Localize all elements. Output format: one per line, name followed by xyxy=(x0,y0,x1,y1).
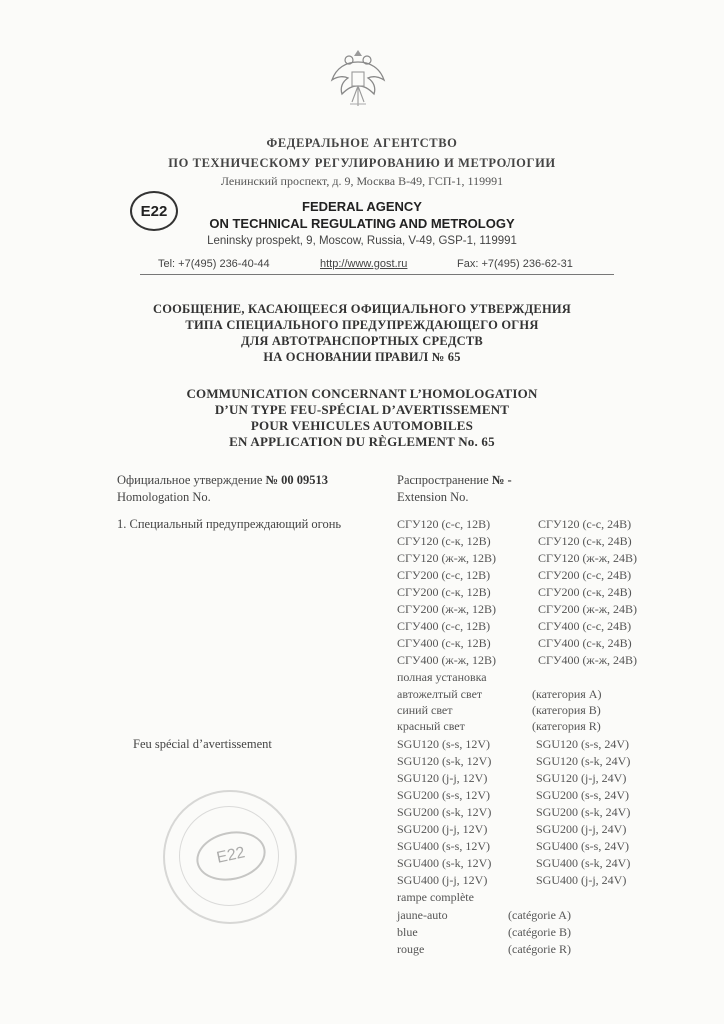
model-ru-c1-r4: СГУ200 (с-с, 12В) xyxy=(397,568,491,582)
e22-badge: E22 xyxy=(130,191,178,231)
color-ru-2-name: синий свет xyxy=(397,703,453,717)
model-ru-c2-r9: СГУ400 (ж-ж, 24В) xyxy=(538,653,638,667)
agency-name-en-line1: FEDERAL AGENCY xyxy=(302,199,422,214)
model-en-c1-r1: SGU120 (s-s, 12V) xyxy=(397,737,490,751)
title-fr-line2: D’UN TYPE FEU-SPÉCIAL D’AVERTISSEMENT xyxy=(214,402,510,417)
model-ru-c1-r5: СГУ200 (с-к, 12В) xyxy=(397,585,491,599)
homologation-number: № 00 09513 xyxy=(265,473,329,487)
color-ru-2-category: (категория В) xyxy=(532,703,601,717)
model-en-c2-r8: SGU400 (s-k, 24V) xyxy=(536,856,631,870)
official-stamp xyxy=(163,790,297,924)
model-ru-c1-r8: СГУ400 (с-к, 12В) xyxy=(397,636,491,650)
model-ru-c1-r6: СГУ200 (ж-ж, 12В) xyxy=(397,602,497,616)
color-fr-2-category: (catégorie B) xyxy=(508,925,571,939)
model-en-c1-r2: SGU120 (s-k, 12V) xyxy=(397,754,492,768)
color-ru-1-category: (категория А) xyxy=(532,687,602,701)
model-ru-c1-r1: СГУ120 (с-с, 12В) xyxy=(397,517,491,531)
model-en-c2-r3: SGU120 (j-j, 24V) xyxy=(536,771,627,785)
extension-number: № - xyxy=(491,473,512,487)
model-en-c1-r4: SGU200 (s-s, 12V) xyxy=(397,788,490,802)
address-ru: Ленинский проспект, д. 9, Москва В-49, ГСП-1, 119991 xyxy=(220,174,504,188)
title-fr-line3: POUR VEHICULES AUTOMOBILES xyxy=(250,418,474,433)
color-fr-3-category: (catégorie R) xyxy=(508,942,571,956)
color-fr-2-name: blue xyxy=(397,925,418,939)
model-en-c2-r9: SGU400 (j-j, 24V) xyxy=(536,873,627,887)
color-ru-3-name: красный свет xyxy=(397,719,465,733)
title-ru-line1: СООБЩЕНИЕ, КАСАЮЩЕЕСЯ ОФИЦИАЛЬНОГО УТВЕРЖДЕНИЯ xyxy=(152,302,572,316)
model-ru-c1-r2: СГУ120 (с-к, 12В) xyxy=(397,534,491,548)
color-fr-1-category: (catégorie A) xyxy=(508,908,571,922)
agency-name-en-line2: ON TECHNICAL REGULATING AND METROLOGY xyxy=(209,216,515,231)
model-ru-c2-r3: СГУ120 (ж-ж, 24В) xyxy=(538,551,638,565)
extension-label-en: Extension No. xyxy=(397,490,469,504)
model-ru-c2-r6: СГУ200 (ж-ж, 24В) xyxy=(538,602,638,616)
header-divider xyxy=(140,274,614,275)
title-ru-line4: НА ОСНОВАНИИ ПРАВИЛ № 65 xyxy=(263,350,461,364)
model-ru-c1-r7: СГУ400 (с-с, 12В) xyxy=(397,619,491,633)
model-en-c2-r1: SGU120 (s-s, 24V) xyxy=(536,737,629,751)
title-fr-line4: EN APPLICATION DU RÈGLEMENT No. 65 xyxy=(229,434,495,449)
model-ru-c2-r2: СГУ120 (с-к, 24В) xyxy=(538,534,632,548)
model-en-c2-r2: SGU120 (s-k, 24V) xyxy=(536,754,631,768)
extension-label-ru: Распространение № - xyxy=(397,473,512,487)
title-ru-line3: ДЛЯ АВТОТРАНСПОРТНЫХ СРЕДСТВ xyxy=(241,334,483,348)
title-fr-line1: COMMUNICATION CONCERNANT L’HOMOLOGATION xyxy=(186,386,538,401)
color-fr-1-name: jaune-auto xyxy=(397,908,448,922)
model-ru-c2-r7: СГУ400 (с-с, 24В) xyxy=(538,619,632,633)
model-en-c2-r4: SGU200 (s-s, 24V) xyxy=(536,788,629,802)
model-en-c2-r6: SGU200 (j-j, 24V) xyxy=(536,822,627,836)
model-ru-c2-r4: СГУ200 (с-с, 24В) xyxy=(538,568,632,582)
agency-name-ru-line2: ПО ТЕХНИЧЕСКОМУ РЕГУЛИРОВАНИЮ И МЕТРОЛОГИИ xyxy=(168,156,556,170)
model-ru-c1-r9: СГУ400 (ж-ж, 12В) xyxy=(397,653,497,667)
model-en-c1-r6: SGU200 (j-j, 12V) xyxy=(397,822,488,836)
model-en-c1-r5: SGU200 (s-k, 12V) xyxy=(397,805,492,819)
agency-name-ru-line1: ФЕДЕРАЛЬНОЕ АГЕНТСТВО xyxy=(266,136,458,150)
item1-label-fr: Feu spécial d’avertissement xyxy=(133,737,272,751)
telephone: Tel: +7(495) 236-40-44 xyxy=(158,258,270,270)
fax: Fax: +7(495) 236-62-31 xyxy=(457,258,573,270)
color-ru-3-category: (категория R) xyxy=(532,719,601,733)
model-ru-c2-r1: СГУ120 (с-с, 24В) xyxy=(538,517,632,531)
model-ru-c2-r5: СГУ200 (с-к, 24В) xyxy=(538,585,632,599)
item1-label-ru: 1. Специальный предупреждающий огонь xyxy=(117,517,342,531)
homologation-label-ru: Официальное утверждение № 00 09513 xyxy=(117,473,329,487)
model-en-c2-r5: SGU200 (s-k, 24V) xyxy=(536,805,631,819)
address-en: Leninsky prospekt, 9, Moscow, Russia, V-49, GSP-1, 119991 xyxy=(207,235,517,247)
coat-of-arms-emblem xyxy=(328,46,388,112)
color-fr-3-name: rouge xyxy=(397,942,425,956)
stamp-e22-mark: E22 xyxy=(192,825,270,887)
model-en-c1-r3: SGU120 (j-j, 12V) xyxy=(397,771,488,785)
install-fr: rampe complète xyxy=(397,890,474,904)
model-ru-c1-r3: СГУ120 (ж-ж, 12В) xyxy=(397,551,497,565)
website-link[interactable]: http://www.gost.ru xyxy=(320,258,408,270)
homologation-label-en: Homologation No. xyxy=(117,490,211,504)
model-en-c2-r7: SGU400 (s-s, 24V) xyxy=(536,839,629,853)
color-ru-1-name: автожелтый свет xyxy=(397,687,483,701)
model-en-c1-r9: SGU400 (j-j, 12V) xyxy=(397,873,488,887)
model-ru-c2-r8: СГУ400 (с-к, 24В) xyxy=(538,636,632,650)
model-en-c1-r7: SGU400 (s-s, 12V) xyxy=(397,839,490,853)
model-en-c1-r8: SGU400 (s-k, 12V) xyxy=(397,856,492,870)
install-ru: полная установка xyxy=(397,670,487,684)
title-ru-line2: ТИПА СПЕЦИАЛЬНОГО ПРЕДУПРЕЖДАЮЩЕГО ОГНЯ xyxy=(185,318,539,332)
